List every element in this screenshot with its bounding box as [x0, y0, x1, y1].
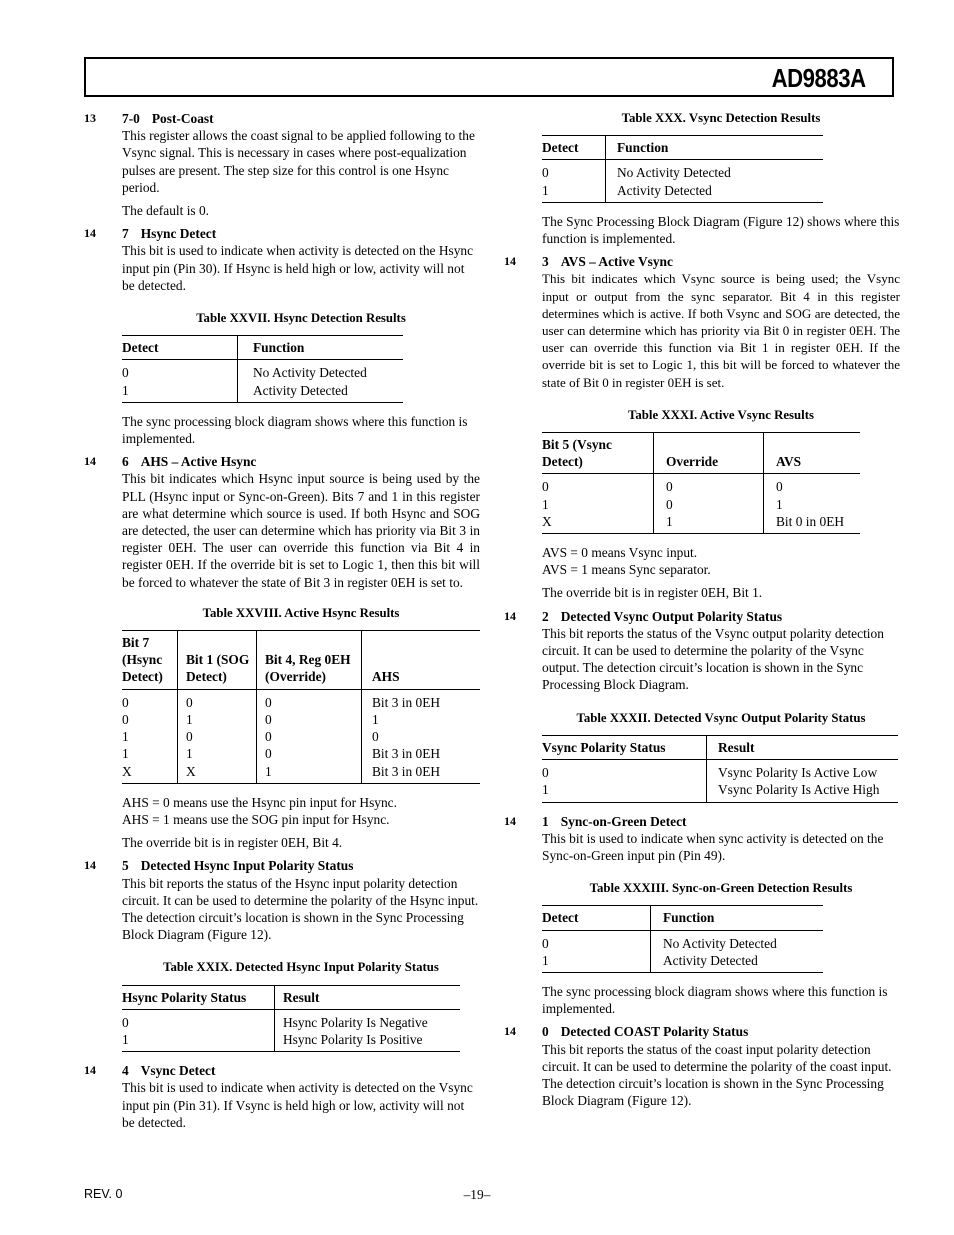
table-caption: Table XXVIII. Active Hsync Results — [202, 605, 400, 620]
note-text: AHS = 0 means use the Hsync pin input for Hsync. — [122, 794, 397, 810]
part-number-title: AD9883A — [771, 63, 866, 93]
entry-description: This bit reports the status of the Vsync output polarity detection circuit. It can be used to determine the polarity of the Vsync output. The detection circuit’s location is shown in the Sync Processing Block Diagram. — [542, 625, 884, 693]
active-hsync-table: Bit 7 (Hsync Detect) Bit 1 (SOG Detect) Bit 4, Reg 0EH (Override) AHS 0 0 1 1 X 0 1 0 1 X 0 0 0 0 1 Bit 3 in 0EH 1 0 Bit 3 in 0EH Bit 3 in 0EH — [122, 630, 480, 784]
entry-heading: 5 Detected Hsync Input Polarity Status — [122, 858, 354, 874]
entry-description: This bit is used to indicate when activity is detected on the Vsync input pin (Pin 31). If Vsync is held high or low, activity will not be detected. — [122, 1080, 473, 1130]
table-caption: Table XXVII. Hsync Detection Results — [196, 311, 406, 326]
register-address: 13 — [84, 111, 96, 125]
register-entry — [84, 1062, 480, 1131]
table-caption: Table XXX. Vsync Detection Results — [621, 111, 821, 125]
table-caption: Table XXXI. Active Vsync Results — [628, 407, 814, 422]
note-text: The override bit is in register 0EH, Bit 4. — [122, 835, 343, 851]
entry-description: This bit reports the status of the coast input polarity detection circuit. It can be used to determine the polarity of the coast input. The detection circuit’s location is shown in the Sync Processing Block Diagram (Figure 12). — [542, 1041, 892, 1109]
register-address: 14 — [504, 1024, 516, 1039]
table-row: 0 1 X 0 0 1 0 1 Bit 0 in 0EH — [542, 474, 860, 534]
entry-description: This bit indicates which Hsync input source is being used by the PLL (Hsync input or Sync-on-Green). Bits 7 and 1 in this register are what determine which source is used. If both Hsync and SOG are detected, the user can determine which has priority via Bit 3 in register 0EH. The user can override this function via Bit 4 in register 0EH. If the override bit is set to Logic 1, then this bit will be forced to whatever the state of Bit 3 in register 0EH is set to. — [122, 471, 480, 590]
body-text: The Sync Processing Block Diagram (Figure 12) shows where this function is implemented. — [542, 213, 900, 247]
register-entry — [84, 857, 480, 943]
register-entry — [84, 110, 480, 219]
note-text: AVS = 1 means Sync separator. — [542, 562, 711, 578]
default-value-note: The default is 0. — [122, 203, 210, 219]
entry-heading: 7 Hsync Detect — [122, 226, 217, 242]
vsync-detection-table: Detect Function 0 1 No Activity Detected Activity Detected — [542, 135, 823, 203]
register-entry — [504, 608, 900, 694]
table-cell: No Activity Detected Activity Detected — [238, 360, 404, 402]
register-address: 14 — [84, 1063, 96, 1078]
register-entry — [84, 225, 480, 294]
vsync-polarity-table: Vsync Polarity Status Result 0 1 Vsync Polarity Is Active Low Vsync Polarity Is Active High — [542, 735, 898, 803]
entry-heading: 1 Sync-on-Green Detect — [542, 813, 687, 829]
register-address: 14 — [504, 254, 516, 269]
sog-detection-table: Detect Function 0 1 No Activity Detected Activity Detected — [542, 905, 823, 973]
table-caption: Table XXXII. Detected Vsync Output Polarity Status — [576, 710, 866, 725]
hsync-polarity-table: Hsync Polarity Status Result 0 1 Hsync Polarity Is Negative Hsync Polarity Is Positive — [122, 985, 460, 1053]
right-column — [504, 110, 900, 1115]
entry-heading: 3 AVS – Active Vsync — [542, 254, 673, 270]
register-address: 14 — [84, 226, 96, 241]
table-caption: Table XXXIII. Sync-on-Green Detection Results — [589, 881, 853, 896]
entry-description: This register allows the coast signal to be applied following to the Vsync signal. This is necessary in cases where post-equalization pulses are present. The step size for this control is one Hsync period. — [122, 128, 475, 195]
entry-description: This bit reports the status of the Hsync input polarity detection circuit. It can be used to determine the polarity of the Hsync input. The detection circuit’s location is shown in the Sync Processing Block Diagram (Figure 12). — [122, 875, 479, 943]
register-entry — [84, 453, 480, 591]
register-address: 14 — [84, 454, 96, 469]
body-text: The sync processing block diagram shows where this function is implemented. — [122, 413, 468, 447]
entry-heading: 6 AHS – Active Hsync — [122, 454, 257, 470]
register-entry — [504, 1023, 900, 1109]
entry-heading: 4 Vsync Detect — [122, 1063, 216, 1079]
entry-description: This bit indicates which Vsync source is being used; the Vsync input or output from the sync separator. Bit 4 in this register determines which is active. If both Vsync and SOG are detected, the user can determine which has priority via Bit 0 in register 0EH. The user can override this function via Bit 1 in register 0EH. If the override bit is set to Logic 1, this bit will be forced to whatever the state of Bit 0 in register 0EH is set. — [542, 271, 900, 390]
page-header — [84, 57, 894, 97]
table-cell: 0 1 — [122, 365, 129, 398]
register-entry — [504, 253, 900, 391]
note-text: AVS = 0 means Vsync input. — [542, 545, 698, 561]
register-entry — [504, 813, 900, 865]
entry-description: This bit is used to indicate when sync activity is detected on the Sync-on-Green input pin (Pin 49). — [542, 830, 884, 863]
entry-description: This bit is used to indicate when activity is detected on the Hsync input pin (Pin 30). If Hsync is held high or low, activity will not be detected. — [122, 243, 474, 293]
body-text: The sync processing block diagram shows where this function is implemented. — [542, 983, 888, 1017]
note-text: The override bit is in register 0EH, Bit 1. — [542, 585, 763, 601]
entry-heading: 2 Detected Vsync Output Polarity Status — [542, 608, 783, 624]
note-text: AHS = 1 means use the SOG pin input for Hsync. — [122, 811, 390, 827]
hsync-detection-table: Detect Function 0 1 No Activity Detected Activity Detected — [122, 335, 403, 403]
table-row: 0 0 1 1 X 0 1 0 1 X 0 0 0 0 1 Bit 3 in 0EH 1 0 Bit 3 in 0EH Bit 3 in 0EH — [122, 689, 480, 783]
left-column — [84, 110, 480, 1137]
register-address: 14 — [84, 858, 96, 873]
register-address: 14 — [504, 608, 516, 623]
register-address: 14 — [504, 813, 516, 828]
page-number: –19– — [463, 1187, 491, 1202]
active-vsync-table: Bit 5 (Vsync Detect) Override AVS 0 1 X 0 0 1 0 1 Bit 0 in 0EH — [542, 432, 860, 534]
table-caption: Table XXIX. Detected Hsync Input Polarity Status — [163, 960, 439, 975]
entry-heading: 0 Detected COAST Polarity Status — [542, 1024, 749, 1040]
entry-heading: 7-0 Post-Coast — [122, 111, 214, 126]
revision-label: REV. 0 — [84, 1187, 123, 1201]
